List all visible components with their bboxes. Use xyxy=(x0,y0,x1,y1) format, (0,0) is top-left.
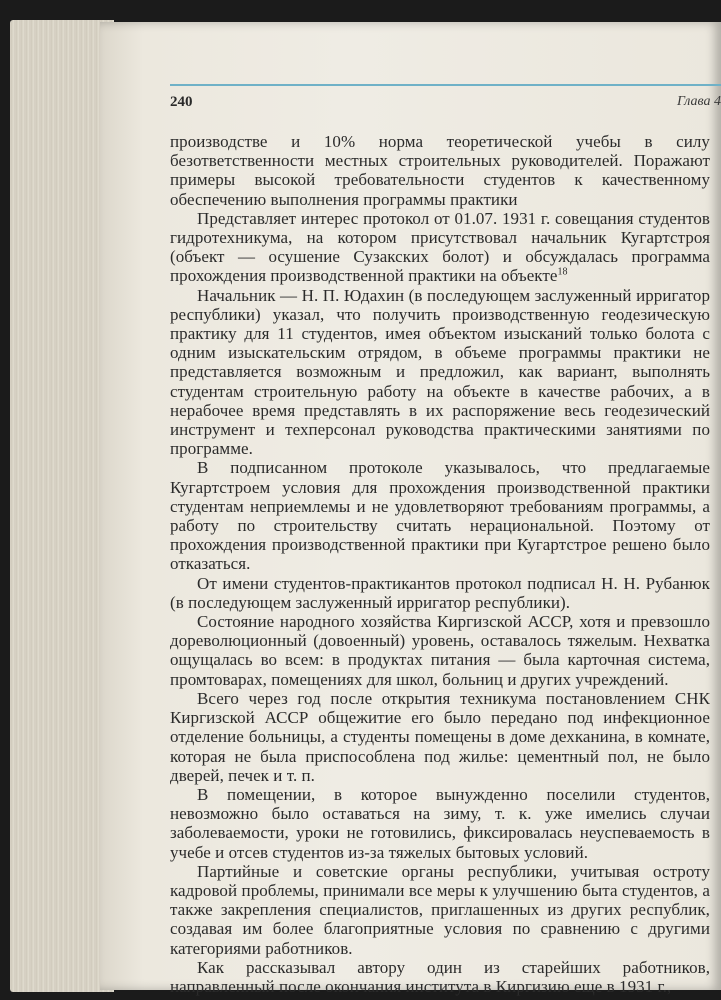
page-header xyxy=(170,94,721,114)
paragraph: От имени студентов-практикантов протокол подписал Н. Н. Рубанюк (в последующем заслуженный ирригатор республики). xyxy=(170,573,710,612)
running-head: Глава 4 xyxy=(677,94,721,109)
paragraph: производстве и 10% норма теоретической учебы в силу безответственности местных строительных руководителей. Поражают примеры высокой требовательности студентов к качественному обеспечению выполнения программы практики xyxy=(170,132,710,209)
body-text xyxy=(170,132,710,996)
footnote-ref: 18 xyxy=(557,266,568,278)
paragraph: Начальник — Н. П. Юдахин (в последующем заслуженный ирригатор республики) указал, что получить производственную геодезическую практику для 11 студентов, имея объектом изысканий только болота с одним изыскательским отрядом, в объеме программы практики не представляется возможным и предложил, как вариант, выполнять студентам строительную работу на объекте в качестве рабочих, а в нерабочее время представлять в их распоряжение весь геодезический инструмент и техперсонал руководства практическими занятиями по программе. xyxy=(170,285,710,459)
paragraph: Всего через год после открытия техникума постановлением СНК Киргизской АССР общежитие его было передано под инфекционное отделение больницы, а студенты помещены в доме дехканина, в комнате, которая не была приспособлена под жилье: цементный пол, не было дверей, печек и т. п. xyxy=(170,688,710,785)
paragraph: В подписанном протоколе указывалось, что предлагаемые Кугартстроем условия для прохождения производственной практики студентам неприемлемы и не удовлетворяют требованиям программы, а работу по строительству считать нерациональной. Поэтому от прохождения производственной практики при Кугартстрое решено было отказаться. xyxy=(170,458,710,574)
paragraph: Как рассказывал автору один из старейших работников, направленный после окончания института в Киргизию еще в 1931 г., xyxy=(170,957,710,996)
paragraph: Состояние народного хозяйства Киргизской АССР, хотя и превзошло дореволюционный (довоенный) уровень, оставалось тяжелым. Нехватка ощущалась во всем: в продуктах питания — была карточная система, промтоварах, помещениях для школ, больниц и других учреждений. xyxy=(170,612,710,689)
page-number: 240 xyxy=(170,94,193,110)
paragraph: Партийные и советские органы республики, учитывая остроту кадровой проблемы, принимали все меры к улучшению быта студентов, а также закрепления специалистов, приглашенных из других республик, создавая им более благоприятные условия по сравнению с другими категориями работников. xyxy=(170,861,710,958)
book-page-edges xyxy=(10,20,114,992)
paragraph: В помещении, в которое вынужденно поселили студентов, невозможно было оставаться на зиму, т. к. уже имелись случаи заболеваемости, уроки не готовились, фиксировалась неуспеваемость в учебе и отсев студентов из-за тяжелых бытовых условий. xyxy=(170,784,710,862)
header-rule xyxy=(170,84,721,86)
paragraph: Представляет интерес протокол от 01.07. 1931 г. совещания студентов гидротехникума, на котором присутствовал начальник Кугартстроя (объект — осушение Сузакских болот) и обсуждалась программа прохождения производственной практики на объекте$^{18}$ xyxy=(170,208,710,286)
